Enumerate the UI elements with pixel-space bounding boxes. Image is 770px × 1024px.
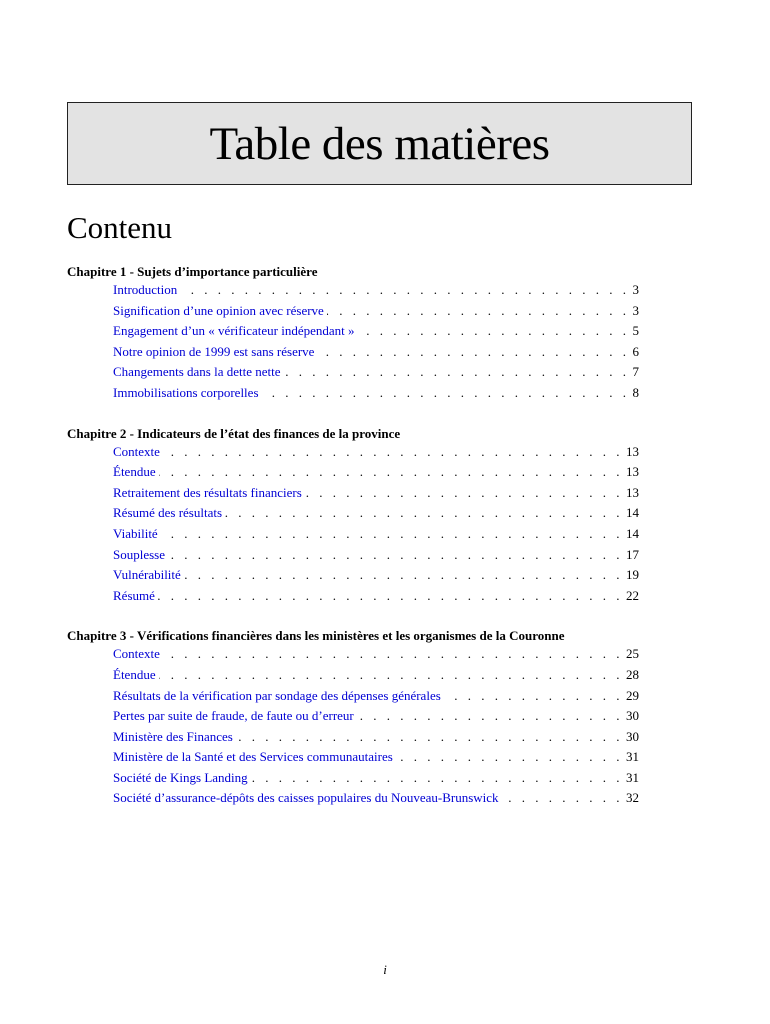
chapter-1: [67, 263, 639, 404]
title-box: [67, 102, 692, 185]
toc-entry-page: 3: [632, 282, 639, 297]
toc-entry-label[interactable]: Résumé: [113, 587, 155, 603]
toc-entry-label[interactable]: Notre opinion de 1999 est sans réserve: [113, 343, 315, 359]
dot-leader: [502, 788, 623, 809]
toc-entry[interactable]: [113, 301, 639, 322]
toc-entry-label[interactable]: Souplesse: [113, 546, 165, 562]
toc-entry-label[interactable]: Résumé des résultats: [113, 505, 223, 521]
toc-entry-page: 13: [626, 464, 639, 480]
dot-leader: [317, 342, 629, 363]
toc-entry[interactable]: [113, 280, 639, 301]
toc-entry[interactable]: [113, 727, 639, 748]
toc-entry[interactable]: [113, 383, 639, 404]
toc-entry-page: 30: [626, 728, 639, 744]
toc-entry-label[interactable]: Contexte: [113, 443, 160, 459]
toc-entry-label[interactable]: Ministère des Finances: [113, 728, 233, 744]
toc-entry[interactable]: [113, 788, 639, 809]
chapter-title: Chapitre 1 - Sujets d’importance particulière: [67, 264, 318, 279]
dot-leader: [357, 706, 623, 727]
toc-entry[interactable]: [113, 644, 639, 665]
toc-entry-label[interactable]: Résultats de la vérification par sondage des dépenses générales: [113, 687, 441, 703]
toc-entry-page: 32: [626, 790, 639, 806]
toc-entry-page: 14: [626, 505, 639, 521]
toc-entry[interactable]: [113, 442, 639, 463]
toc-entry-page: 28: [626, 666, 639, 682]
toc-entry-label[interactable]: Société de Kings Landing: [113, 769, 248, 785]
toc-entry[interactable]: [113, 462, 639, 483]
dot-leader: [159, 665, 623, 686]
toc-entry-label[interactable]: Introduction: [113, 282, 178, 297]
dot-leader: [396, 747, 623, 768]
dot-leader: [358, 321, 630, 342]
contents-heading: Contenu: [67, 210, 173, 245]
dot-leader: [184, 565, 623, 586]
dot-leader: [180, 280, 629, 301]
chapter-title: Chapitre 2 - Indicateurs de l’état des finances de la province: [67, 425, 401, 441]
toc-entry-label[interactable]: Étendue: [113, 464, 156, 480]
toc-entry-page: 31: [626, 749, 639, 765]
dot-leader: [327, 301, 630, 322]
toc-entry-page: 8: [632, 384, 639, 400]
dot-leader: [168, 545, 623, 566]
dot-leader: [262, 383, 630, 404]
page-number: i: [383, 962, 387, 977]
toc-entry-page: 25: [626, 646, 639, 662]
toc-entry-label[interactable]: Signification d’une opinion avec réserve: [113, 302, 324, 318]
toc-entry[interactable]: [113, 524, 639, 545]
toc-entry-label[interactable]: Changements dans la dette nette: [113, 364, 281, 380]
toc-entry[interactable]: [113, 503, 639, 524]
dot-leader: [163, 644, 623, 665]
toc-entry-page: 6: [632, 343, 639, 359]
toc-entry-label[interactable]: Engagement d’un « vérificateur indépendant »: [113, 323, 355, 339]
dot-leader: [305, 483, 623, 504]
toc-entry[interactable]: [113, 565, 639, 586]
toc-entry-page: 5: [632, 323, 639, 339]
toc-entry-label[interactable]: Retraitement des résultats financiers: [113, 484, 302, 500]
toc-entry-page: 29: [626, 687, 639, 703]
dot-leader: [444, 686, 623, 707]
toc-entry-page: 3: [632, 302, 639, 318]
toc-entry[interactable]: [113, 768, 639, 789]
toc-entry-page: 19: [626, 567, 639, 583]
dot-leader: [251, 768, 623, 789]
toc-entry-label[interactable]: Contexte: [113, 646, 160, 662]
dot-leader: [163, 442, 623, 463]
toc-entry[interactable]: [113, 706, 639, 727]
page-title: Table des matières: [209, 117, 550, 170]
dot-leader: [158, 586, 623, 607]
dot-leader: [236, 727, 623, 748]
toc-entry[interactable]: [113, 686, 639, 707]
toc-entry-page: 14: [626, 525, 639, 541]
toc-entry[interactable]: [113, 321, 639, 342]
chapter-3: [67, 627, 639, 809]
toc-entry-label[interactable]: Viabilité: [113, 525, 158, 541]
toc-entry-page: 13: [626, 484, 639, 500]
toc-entry[interactable]: [113, 747, 639, 768]
toc-entry[interactable]: [113, 483, 639, 504]
dot-leader: [161, 524, 623, 545]
dot-leader: [159, 462, 623, 483]
chapter-2: [67, 425, 639, 607]
toc-entry-label[interactable]: Pertes par suite de fraude, de faute ou d’erreur: [113, 708, 354, 724]
toc-entry[interactable]: [113, 545, 639, 566]
toc-entry[interactable]: [113, 342, 639, 363]
toc-entry-page: 22: [626, 587, 639, 603]
chapter-title: Chapitre 3 - Vérifications financières dans les ministères et les organismes de la Couronne: [67, 628, 565, 644]
toc-entry[interactable]: [113, 665, 639, 686]
toc-entry-page: 30: [626, 708, 639, 724]
dot-leader: [284, 362, 630, 383]
dot-leader: [225, 503, 623, 524]
toc-entry[interactable]: [113, 362, 639, 383]
toc-entry-label[interactable]: Ministère de la Santé et des Services communautaires: [113, 749, 393, 765]
toc-entry[interactable]: [113, 586, 639, 607]
toc-entry-page: 7: [632, 364, 639, 380]
toc-entry-label[interactable]: Société d’assurance-dépôts des caisses populaires du Nouveau-Brunswick: [113, 790, 499, 806]
toc-entry-page: 31: [626, 769, 639, 785]
toc-entry-page: 13: [626, 443, 639, 459]
toc-entry-label[interactable]: Étendue: [113, 666, 156, 682]
toc-entry-label[interactable]: Immobilisations corporelles: [113, 384, 259, 400]
toc-list: [67, 263, 639, 830]
toc-entry-page: 17: [626, 546, 639, 562]
toc-entry-label[interactable]: Vulnérabilité: [113, 567, 181, 583]
